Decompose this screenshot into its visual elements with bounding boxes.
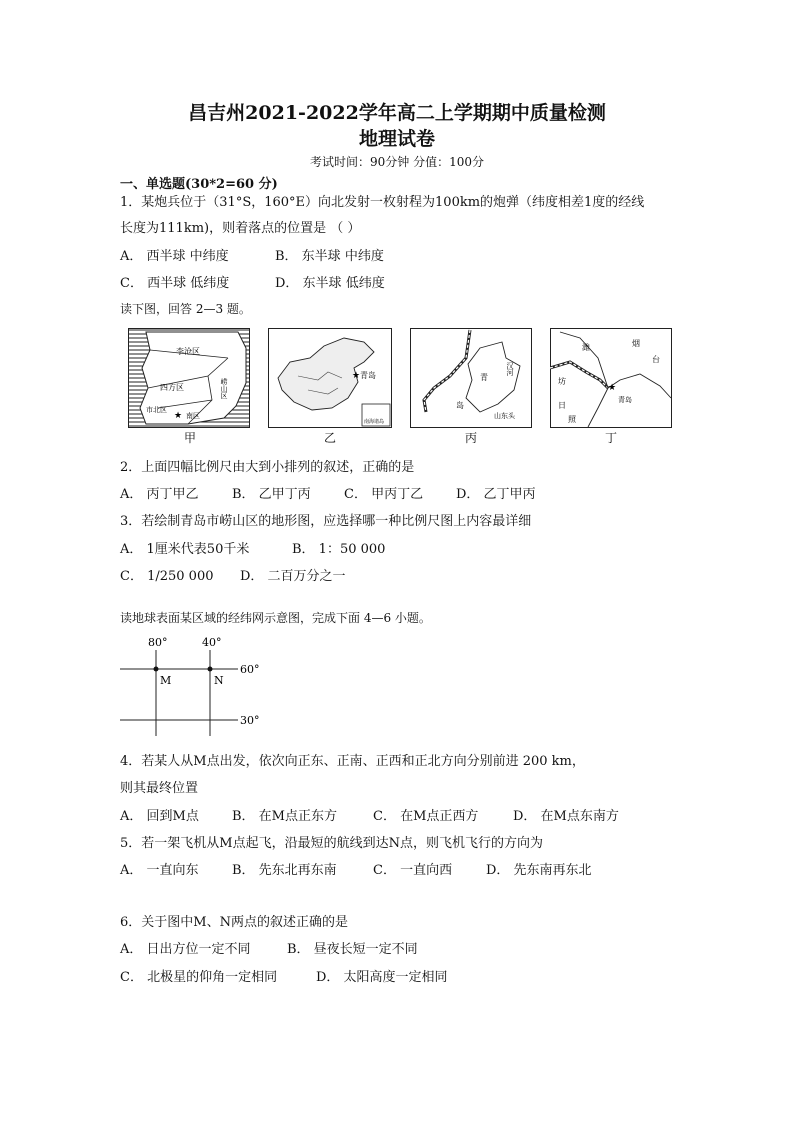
map-yi — [268, 328, 392, 428]
intro-2-3: 读下图，回答 2—3 题。 — [120, 302, 251, 316]
lat-lon-grid — [120, 634, 270, 736]
map-ding-label-wei: 潍 — [582, 343, 590, 352]
map-jia-label-nan: 南区 — [186, 412, 200, 420]
point-m-dot — [154, 667, 159, 672]
q2-option-d: D． 乙丁甲丙 — [456, 487, 536, 502]
grid-label-lat-60: 60° — [240, 663, 260, 676]
grid-label-lat-30: 30° — [240, 714, 260, 727]
q4-stem-line2: 则其最终位置 — [120, 781, 199, 796]
q5-stem: 5．若一架飞机从M点起飞，沿最短的航线到达N点，则飞机飞行的方向为 — [120, 836, 543, 851]
q1-option-b: B． 东半球 中纬度 — [275, 249, 384, 264]
map-ding-label-fang: 坊 — [558, 377, 566, 386]
q3-stem: 3．若绘制青岛市崂山区的地形图，应选择哪一种比例尺图上内容最详细 — [120, 514, 532, 529]
map-ding-label-yan: 烟 — [632, 339, 640, 348]
map-ding-caption: 丁 — [604, 431, 617, 445]
point-n-dot — [208, 667, 213, 672]
q4-option-a: A． 回到M点 — [120, 809, 199, 824]
map-jia-star-icon: ★ — [174, 411, 183, 421]
q5-option-a: A． 一直向东 — [120, 863, 199, 878]
q6-option-a: A． 日出方位一定不同 — [120, 942, 251, 957]
map-bing-label-shandongtou: 山东头 — [494, 412, 515, 420]
grid-label-n: N — [214, 674, 224, 687]
q3-option-a: A． 1厘米代表50千米 — [120, 542, 250, 557]
map-ding — [550, 328, 672, 428]
q4-option-b: B． 在M点正东方 — [232, 809, 337, 824]
q1-stem-line1: 1．某炮兵位于（31°S，160°E）向北发射一枚射程为100km的炮弹（纬度相差1度的经线 — [120, 195, 645, 210]
map-yi-label-qingdao: 青岛 — [360, 371, 376, 380]
q4-option-c: C． 在M点正西方 — [373, 809, 479, 824]
map-ding-label-tai: 台 — [652, 355, 660, 364]
exam-info: 考试时间：90分钟 分值：100分 — [310, 155, 484, 169]
q1-option-c: C． 西半球 低纬度 — [120, 276, 230, 291]
exam-title: 昌吉州2021-2022学年高二上学期期中质量检测 — [188, 102, 606, 124]
map-yi-label-nanhai: 南海诸岛 — [364, 419, 385, 425]
q2-option-c: C． 甲丙丁乙 — [344, 487, 424, 502]
q2-stem: 2．上面四幅比例尺由大到小排列的叙述，正确的是 — [120, 460, 415, 475]
q4-stem-line1: 4．若某人从M点出发，依次向正东、正南、正西和正北方向分别前进 200 km， — [120, 754, 585, 769]
q2-option-a: A． 丙丁甲乙 — [120, 487, 199, 502]
q4-option-d: D． 在M点东南方 — [513, 809, 619, 824]
q6-stem: 6．关于图中M、N两点的叙述正确的是 — [120, 915, 348, 930]
q6-option-d: D． 太阳高度一定相同 — [316, 970, 448, 985]
grid-label-lon-40: 40° — [202, 636, 222, 649]
q3-option-b: B． 1：50 000 — [292, 542, 386, 557]
q5-option-d: D． 先东南再东北 — [486, 863, 592, 878]
q5-option-b: B． 先东北再东南 — [232, 863, 337, 878]
map-bing-label-qing: 青 — [480, 373, 488, 382]
map-jia-label-licang: 李沧区 — [176, 347, 200, 356]
map-ding-label-zhao: 照 — [568, 415, 576, 424]
exam-subtitle: 地理试卷 — [358, 128, 435, 150]
q6-option-c: C． 北极星的仰角一定相同 — [120, 970, 278, 985]
map-jia-label-sifang: 四方区 — [160, 383, 184, 392]
q2-option-b: B． 乙甲丁丙 — [232, 487, 311, 502]
map-bing-label-hanhe: 汉河 — [506, 362, 514, 376]
grid-label-lon-80: 80° — [148, 636, 168, 649]
q1-stem-line2: 长度为111km)，则着落点的位置是 （ ） — [120, 221, 361, 236]
map-ding-star-icon: ★ — [608, 383, 617, 393]
map-bing — [410, 328, 532, 428]
intro-4-6: 读地球表面某区域的经纬网示意图，完成下面 4—6 小题。 — [120, 611, 431, 625]
section-heading: 一、单选题(30*2=60 分) — [120, 177, 278, 192]
map-jia — [128, 328, 250, 428]
map-jia-label-shibei: 市北区 — [146, 406, 167, 414]
grid-label-m: M — [160, 674, 172, 687]
map-jia-label-laoshan: 崂山区 — [220, 378, 228, 399]
map-yi-caption: 乙 — [323, 431, 336, 445]
q1-option-d: D． 东半球 低纬度 — [275, 276, 385, 291]
map-yi-star-icon: ★ — [352, 371, 361, 381]
q5-option-c: C． 一直向西 — [373, 863, 453, 878]
q1-option-a: A． 西半球 中纬度 — [120, 249, 229, 264]
map-jia-caption: 甲 — [183, 431, 196, 445]
q3-option-d: D． 二百万分之一 — [240, 569, 346, 584]
map-bing-label-dao: 岛 — [456, 401, 464, 410]
map-ding-label-ri: 日 — [558, 401, 566, 410]
q6-option-b: B． 昼夜长短一定不同 — [287, 942, 418, 957]
map-bing-caption: 丙 — [464, 431, 477, 445]
q3-option-c: C． 1/250 000 — [120, 569, 214, 584]
map-ding-label-qingdao: 青岛 — [618, 396, 632, 404]
